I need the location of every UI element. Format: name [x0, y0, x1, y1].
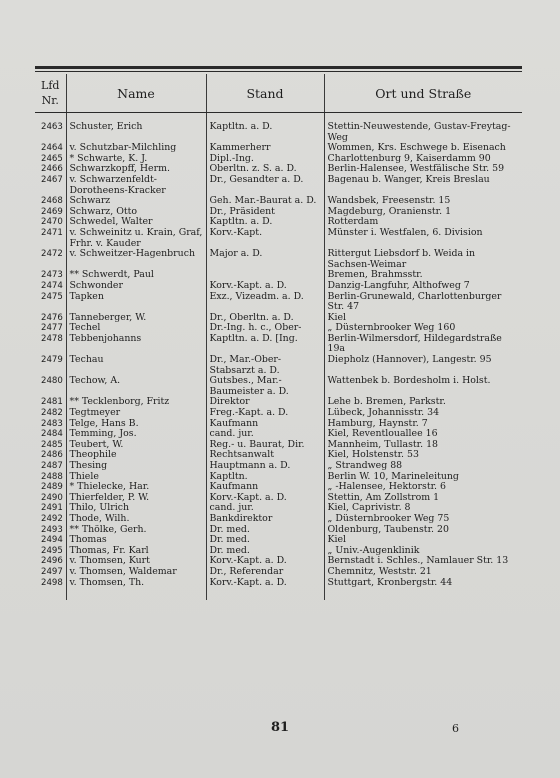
row-number: 2492 [41, 513, 63, 524]
row-address: Magdeburg, Oranienstr. 1 [324, 207, 522, 218]
row-name: Thilo, Ulrich [66, 503, 206, 514]
row-number: 2466 [41, 164, 63, 175]
table-row [35, 154, 522, 165]
row-stand: Bankdirektor [206, 514, 324, 525]
table-row [35, 164, 522, 175]
row-number: 2489 [41, 482, 63, 493]
row-stand: Kaptltn. a. D. [Ing. [206, 334, 324, 355]
table-row [35, 482, 522, 493]
row-name: Theophile [66, 450, 206, 461]
table-row [35, 408, 522, 419]
table-row [35, 175, 522, 196]
table-row [35, 472, 522, 483]
row-address: „ Univ.-Augenklinik [324, 546, 522, 557]
row-number: 2478 [41, 333, 63, 344]
row-name: * Schwarte, K. J. [66, 154, 206, 165]
top-rule-thin [35, 71, 522, 72]
row-number: 2475 [41, 291, 63, 302]
row-name: Teubert, W. [66, 440, 206, 451]
table-row [35, 122, 522, 143]
table-row [35, 450, 522, 461]
row-stand: Rechtsanwalt [206, 450, 324, 461]
row-name: Thode, Wilh. [66, 514, 206, 525]
table-row [35, 249, 522, 270]
row-stand: Dr., Referendar [206, 567, 324, 578]
row-stand: Kaptltn. a. D. [206, 122, 324, 143]
table-row [35, 196, 522, 207]
row-stand: Freg.-Kapt. a. D. [206, 408, 324, 419]
table-row [35, 207, 522, 218]
table-row [35, 440, 522, 451]
row-stand: Dr., Mar.-Ober-Stabsarzt a. D. [206, 355, 324, 376]
row-stand: Kaptltn. [206, 472, 324, 483]
row-stand: Kaufmann [206, 482, 324, 493]
row-stand: Oberltn. z. S. a. D. [206, 164, 324, 175]
table-row [35, 429, 522, 440]
row-address: Mannheim, Tullastr. 18 [324, 440, 522, 451]
row-name: Thierfelder, P. W. [66, 493, 206, 504]
row-number: 2487 [41, 461, 63, 471]
row-name: Schwonder [66, 281, 206, 292]
row-number: 2477 [41, 323, 63, 334]
row-name: Schwedel, Walter [66, 217, 206, 228]
row-address: Stettin, Am Zollstrom 1 [324, 493, 522, 504]
row-number: 2485 [41, 439, 63, 450]
table-row [35, 334, 522, 355]
row-address: Chemnitz, Weststr. 21 [324, 567, 522, 578]
table-row [35, 313, 522, 324]
row-stand: Kaptltn. a. D. [206, 217, 324, 228]
row-number: 2473 [41, 270, 63, 281]
row-address: Wattenbek b. Bordesholm i. Holst. [324, 376, 522, 397]
row-address: Hamburg, Haynstr. 7 [324, 419, 522, 430]
table-row [35, 525, 522, 536]
row-stand: Korv.-Kapt. a. D. [206, 281, 324, 292]
row-stand: Dr. med. [206, 535, 324, 546]
row-stand: Kaufmann [206, 419, 324, 430]
row-address: Lehe b. Bremen, Parkstr. [324, 397, 522, 408]
row-number: 2469 [41, 206, 63, 217]
row-address: Münster i. Westfalen, 6. Division [324, 228, 522, 249]
row-stand: Dr. med. [206, 546, 324, 557]
row-number: 2480 [41, 376, 63, 387]
row-name: v. Thomsen, Waldemar [66, 567, 206, 578]
table-row [35, 514, 522, 525]
row-number: 2465 [41, 153, 63, 164]
table-row [35, 503, 522, 514]
row-address: „ -Halensee, Hektorstr. 6 [324, 482, 522, 493]
row-number: 2491 [41, 503, 63, 514]
table-row [35, 419, 522, 430]
row-name: ** Thölke, Gerh. [66, 525, 206, 536]
row-name: Tegtmeyer [66, 408, 206, 419]
row-name: Thomas, Fr. Karl [66, 546, 206, 557]
row-stand: Korv.-Kapt. a. D. [206, 493, 324, 504]
table-row [35, 546, 522, 557]
row-name: Techau [66, 355, 206, 376]
table-row [35, 397, 522, 408]
table-row [35, 461, 522, 472]
table-row [35, 535, 522, 546]
row-stand: cand. jur. [206, 503, 324, 514]
header-name: Name [66, 74, 206, 113]
row-address: „ Düsternbrooker Weg 160 [324, 323, 522, 334]
row-name: Schwarz, Otto [66, 207, 206, 218]
row-address: Stettin-Neuwestende, Gustav-Freytag-Weg [324, 122, 522, 143]
table-row [35, 323, 522, 334]
row-number: 2494 [41, 535, 63, 546]
row-number: 2483 [41, 418, 63, 429]
member-table [35, 74, 522, 600]
row-number: 2472 [41, 249, 63, 260]
row-stand: Korv.-Kapt. [206, 228, 324, 249]
table-row [35, 493, 522, 504]
row-name: Schwarzkopff, Herm. [66, 164, 206, 175]
row-name: Techow, A. [66, 376, 206, 397]
row-address: Berlin-Halensee, Westfälische Str. 59 [324, 164, 522, 175]
row-address: Bernstadt i. Schles., Namlauer Str. 13 [324, 556, 522, 567]
row-address: Lübeck, Johannisstr. 34 [324, 408, 522, 419]
row-address: Rittergut Liebsdorf b. Weida in Sachsen-Weimar [324, 249, 522, 270]
table-spacer-row [35, 113, 522, 123]
row-address: Diepholz (Hannover), Langestr. 95 [324, 355, 522, 376]
row-address: Bremen, Brahmsstr. [324, 270, 522, 281]
row-number: 2479 [41, 355, 63, 366]
table-row [35, 217, 522, 228]
row-name: Temming, Jos. [66, 429, 206, 440]
table-row [35, 292, 522, 313]
row-address: Wommen, Krs. Eschwege b. Eisenach [324, 143, 522, 154]
row-stand: Dr., Oberltn. a. D. [206, 313, 324, 324]
row-name: Telge, Hans B. [66, 419, 206, 430]
table-row [35, 376, 522, 397]
row-name: v. Schweitzer-Hagenbruch [66, 249, 206, 270]
row-address: Kiel, Holstenstr. 53 [324, 450, 522, 461]
row-name: Techel [66, 323, 206, 334]
row-stand: Exz., Vizeadm. a. D. [206, 292, 324, 313]
table-row [35, 281, 522, 292]
row-stand: Major a. D. [206, 249, 324, 270]
row-stand: Dr., Gesandter a. D. [206, 175, 324, 196]
row-address: Oldenburg, Taubenstr. 20 [324, 525, 522, 536]
table-row [35, 355, 522, 376]
row-number: 2471 [41, 227, 63, 238]
row-address: Berlin W. 10, Marineleitung [324, 472, 522, 483]
row-stand: Reg.- u. Baurat, Dir. [206, 440, 324, 451]
header-stand: Stand [206, 74, 324, 113]
row-number: 2496 [41, 556, 63, 567]
row-address: Stuttgart, Kronbergstr. 44 [324, 578, 522, 600]
table-row [35, 567, 522, 578]
row-number: 2495 [41, 545, 63, 556]
row-address: Kiel [324, 313, 522, 324]
row-stand [206, 270, 324, 281]
row-name: v. Thomsen, Kurt [66, 556, 206, 567]
row-name: Tanneberger, W. [66, 313, 206, 324]
header-ort: Ort und Straße [324, 74, 522, 113]
row-address: Berlin-Grunewald, Charlottenburger Str. 47 [324, 292, 522, 313]
row-number: 2464 [41, 143, 63, 154]
row-number: 2468 [41, 196, 63, 207]
row-address: Bagenau b. Wanger, Kreis Breslau [324, 175, 522, 196]
row-number: 2498 [41, 577, 63, 588]
row-name: Schuster, Erich [66, 122, 206, 143]
row-number: 2482 [41, 408, 63, 419]
row-number: 2467 [41, 174, 63, 185]
row-stand: Kammerherr [206, 143, 324, 154]
page-number: 81 [270, 720, 290, 735]
row-address: Berlin-Wilmersdorf, Hildegardstraße 19a [324, 334, 522, 355]
row-name: Tebbenjohanns [66, 334, 206, 355]
row-address: „ Strandweg 88 [324, 461, 522, 472]
row-name: Schwarz [66, 196, 206, 207]
signature-mark: 6 [452, 722, 459, 735]
row-stand: Dr.-Ing. h. c., Ober- [206, 323, 324, 334]
row-address: Kiel [324, 535, 522, 546]
row-address: Danzig-Langfuhr, Althofweg 7 [324, 281, 522, 292]
row-number: 2497 [41, 566, 63, 577]
table-row [35, 578, 522, 600]
row-stand: Korv.-Kapt. a. D. [206, 556, 324, 567]
row-name: Thomas [66, 535, 206, 546]
row-name: Thiele [66, 472, 206, 483]
row-number: 2493 [41, 524, 63, 535]
row-number: 2486 [41, 450, 63, 461]
row-number: 2481 [41, 397, 63, 408]
row-number: 2470 [41, 217, 63, 228]
row-number: 2476 [41, 312, 63, 323]
row-name: v. Schwarzenfeldt-Dorotheens-Kracker [66, 175, 206, 196]
row-stand: Dr., Präsident [206, 207, 324, 218]
row-address: „ Düsternbrooker Weg 75 [324, 514, 522, 525]
table-row [35, 556, 522, 567]
row-number: 2474 [41, 280, 63, 291]
row-stand: Dr. med. [206, 525, 324, 536]
row-number: 2484 [41, 429, 63, 440]
row-address: Kiel, Caprivistr. 8 [324, 503, 522, 514]
row-name: v. Schutzbar-Milchling [66, 143, 206, 154]
row-address: Wandsbek, Freesenstr. 15 [324, 196, 522, 207]
row-address: Rotterdam [324, 217, 522, 228]
row-name: ** Tecklenborg, Fritz [66, 397, 206, 408]
row-number: 2490 [41, 492, 63, 503]
row-stand: Gutsbes., Mar.-Baumeister a. D. [206, 376, 324, 397]
row-stand: Geh. Mar.-Baurat a. D. [206, 196, 324, 207]
row-name: v. Thomsen, Th. [66, 578, 206, 600]
table-row [35, 270, 522, 281]
row-stand: Direktor [206, 397, 324, 408]
row-name: v. Schweinitz u. Krain, Graf, Frhr. v. Kauder [66, 228, 206, 249]
row-name: * Thielecke, Har. [66, 482, 206, 493]
row-stand: Dipl.-Ing. [206, 154, 324, 165]
top-rule [35, 66, 522, 69]
row-number: 2463 [41, 122, 63, 132]
table-row [35, 143, 522, 154]
row-address: Kiel, Reventlouallee 16 [324, 429, 522, 440]
row-name: Thesing [66, 461, 206, 472]
table-header-row [35, 74, 522, 113]
row-number: 2488 [41, 471, 63, 482]
row-stand: Korv.-Kapt. a. D. [206, 578, 324, 600]
row-name: Tapken [66, 292, 206, 313]
header-nr: Lfd Nr. [35, 74, 66, 113]
table-row [35, 228, 522, 249]
row-stand: Hauptmann a. D. [206, 461, 324, 472]
row-stand: cand. jur. [206, 429, 324, 440]
row-address: Charlottenburg 9, Kaiserdamm 90 [324, 154, 522, 165]
row-name: ** Schwerdt, Paul [66, 270, 206, 281]
